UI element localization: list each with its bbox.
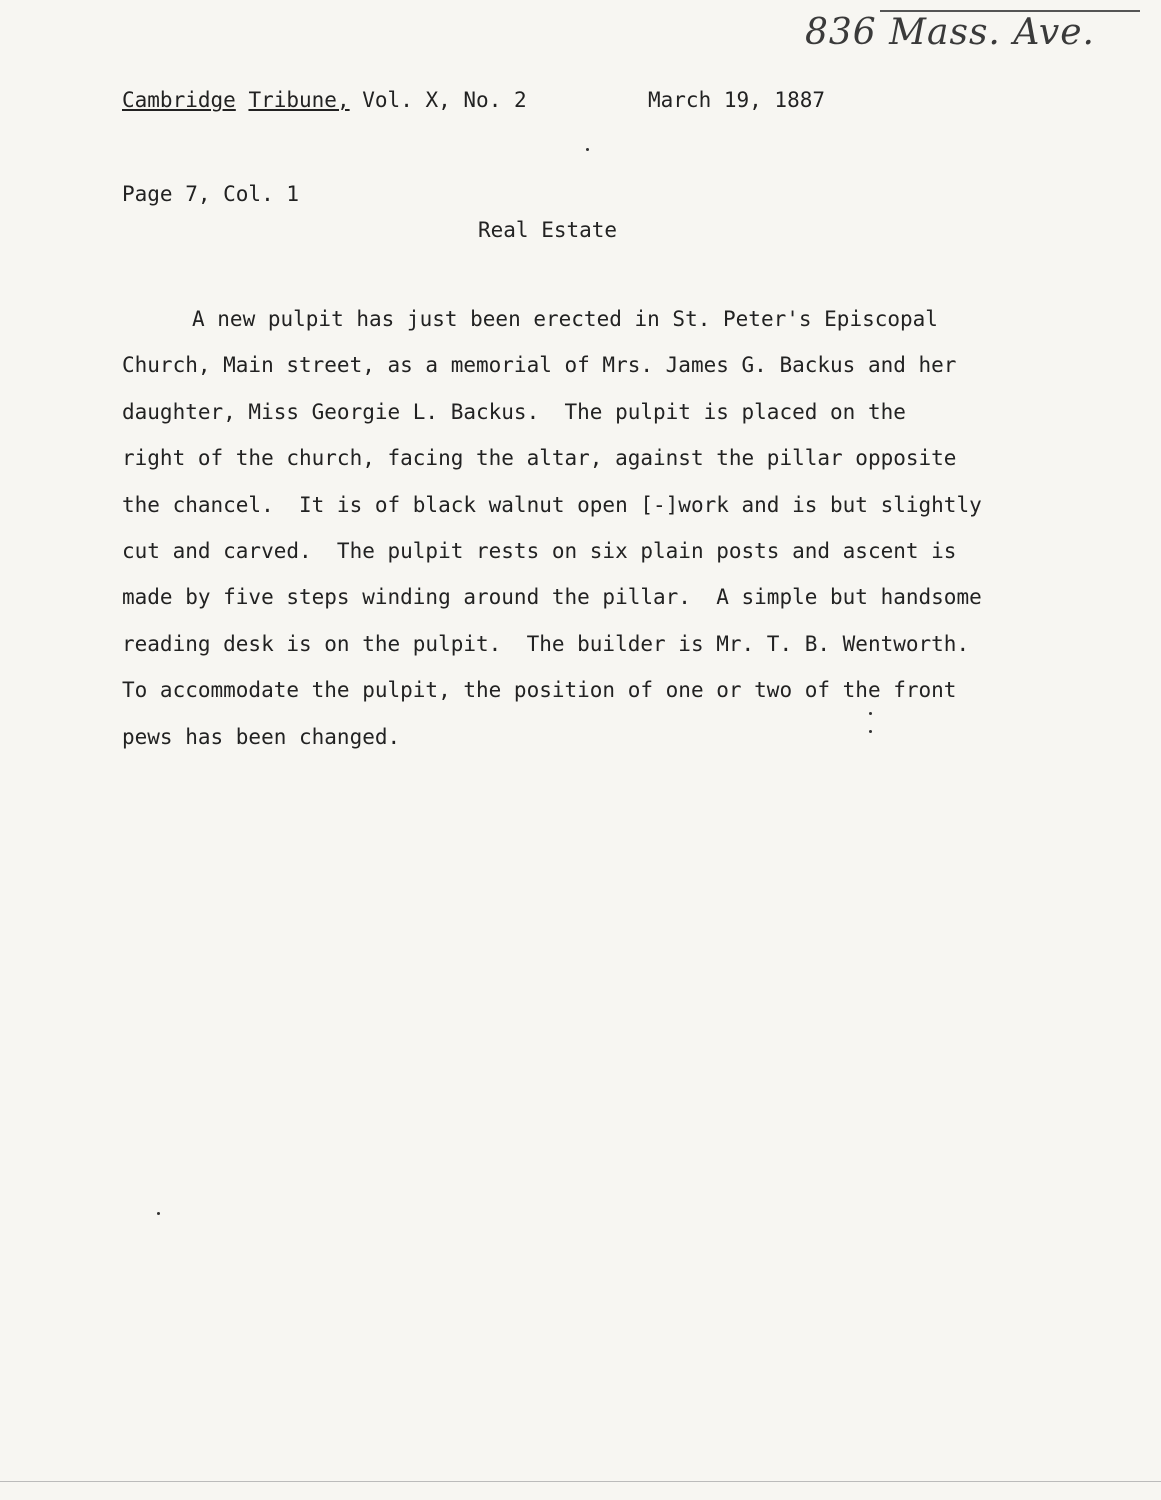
body-line: A new pulpit has just been erected in St. Peter's Episcopal: [192, 307, 938, 331]
page-reference: Page 7, Col. 1: [122, 182, 300, 206]
newspaper-name-2: Tribune,: [248, 88, 350, 112]
section-title: Real Estate: [478, 218, 618, 242]
body-line: reading desk is on the pulpit. The builder is Mr. T. B. Wentworth.: [122, 631, 970, 656]
speck: [157, 1212, 160, 1215]
speck: [869, 712, 872, 715]
article-body: [122, 296, 1097, 760]
body-line: right of the church, facing the altar, against the pillar opposite: [122, 446, 957, 471]
body-line: the chancel. It is of black walnut open [-]work and is but slightly: [122, 492, 982, 517]
body-line: daughter, Miss Georgie L. Backus. The pulpit is placed on the: [122, 399, 906, 424]
body-line: cut and carved. The pulpit rests on six plain posts and ascent is: [122, 539, 957, 564]
body-line: To accommodate the pulpit, the position of one or two of the front: [122, 678, 957, 703]
speck: [586, 148, 589, 151]
page-edge: [0, 1481, 1161, 1482]
publication-date: March 19, 1887: [648, 88, 826, 112]
body-line: Church, Main street, as a memorial of Mrs. James G. Backus and her: [122, 353, 957, 378]
crossed-out-handwriting: [880, 0, 1140, 12]
newspaper-name: Cambridge: [122, 88, 236, 112]
handwritten-address: 836 Mass. Ave.: [805, 12, 1095, 53]
speck: [869, 730, 872, 733]
body-line: pews has been changed.: [122, 724, 401, 749]
body-line: made by five steps winding around the pillar. A simple but handsome: [122, 585, 982, 610]
citation-header: [122, 88, 527, 112]
volume-number: Vol. X, No. 2: [362, 88, 527, 112]
